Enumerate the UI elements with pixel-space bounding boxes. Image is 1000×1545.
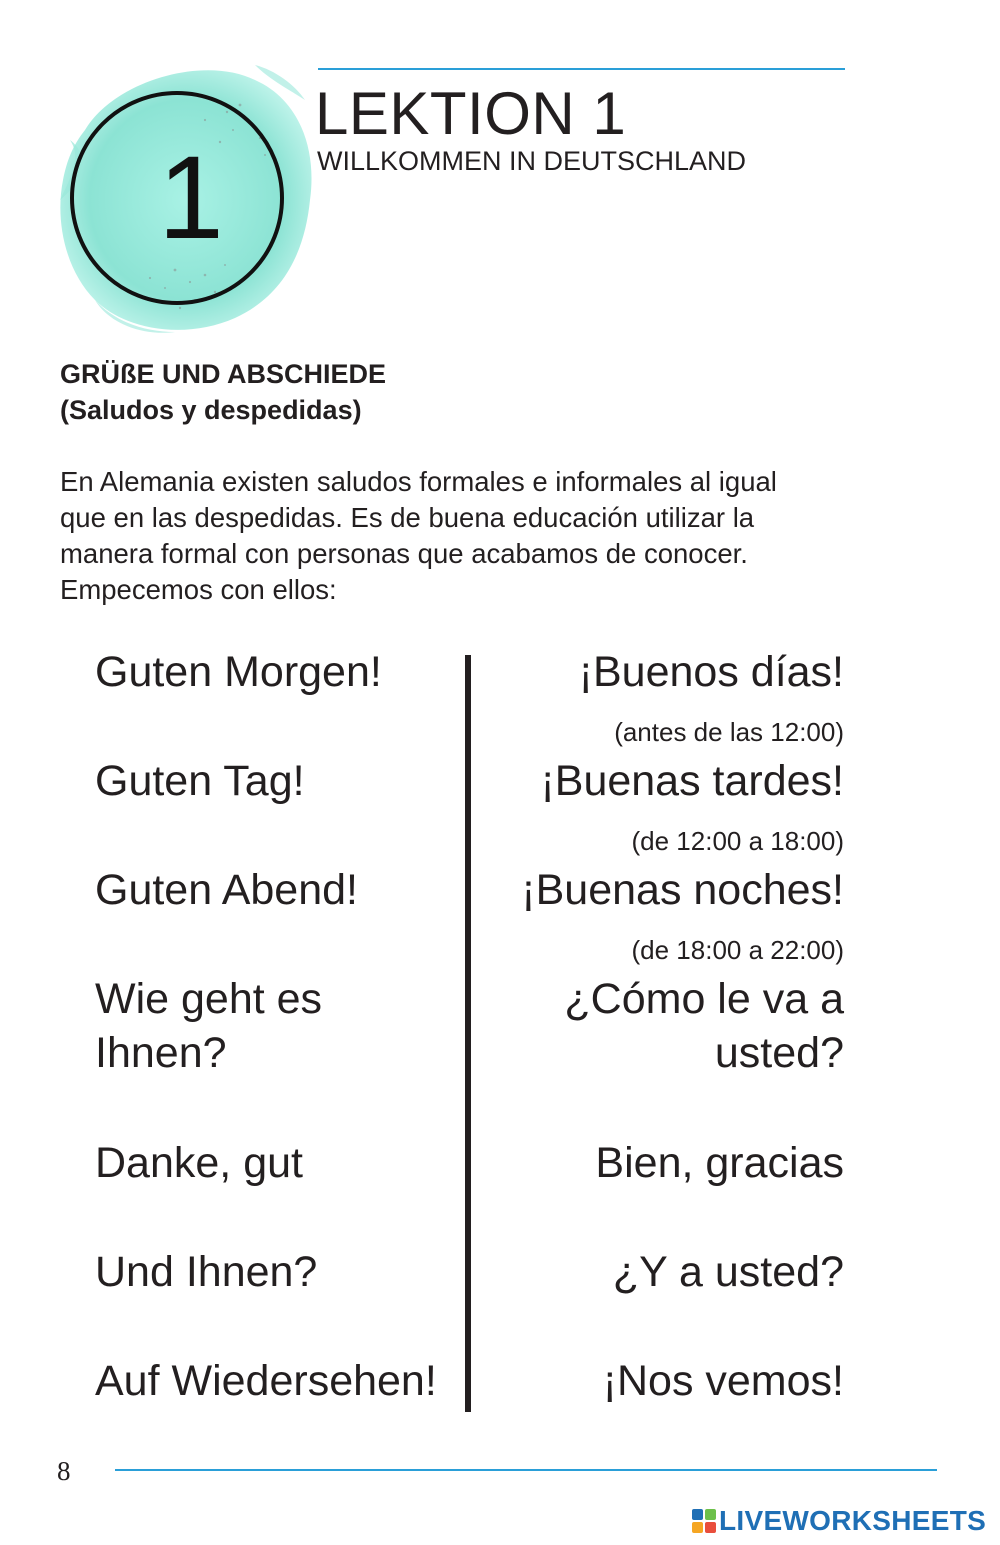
column-divider: [465, 655, 471, 1412]
phrase-german: Ihnen?: [95, 1029, 227, 1077]
phrase-note: (de 12:00 a 18:00): [631, 826, 844, 856]
phrase-spanish: ¡Nos vemos!: [602, 1357, 844, 1405]
brand-name: LIVEWORKSHEETS: [719, 1505, 987, 1536]
page-subtitle: WILLKOMMEN IN DEUTSCHLAND: [317, 146, 747, 176]
phrase-german: Guten Abend!: [95, 866, 358, 914]
page-number: 8: [57, 1456, 71, 1486]
phrase-spanish: ¡Buenas tardes!: [540, 757, 844, 805]
brand-watermark: [692, 1505, 986, 1537]
intro-line: Empecemos con ellos:: [60, 574, 337, 605]
footer-rule: [115, 1469, 937, 1471]
intro-line: En Alemania existen saludos formales e informales al igual: [60, 466, 777, 497]
section-heading: [60, 356, 386, 428]
phrase-german: Wie geht es: [95, 975, 323, 1023]
intro-line: manera formal con personas que acabamos de conocer.: [60, 538, 748, 569]
lesson-number: 1: [158, 131, 224, 264]
phrase-german: Auf Wiedersehen!: [95, 1357, 437, 1405]
phrase-spanish: usted?: [714, 1029, 844, 1077]
intro-line: que en las despedidas. Es de buena educación utilizar la: [60, 502, 755, 533]
page-title: LEKTION 1: [315, 80, 627, 147]
phrase-german: Und Ihnen?: [95, 1248, 318, 1296]
section-heading-spanish: (Saludos y despedidas): [60, 395, 362, 425]
intro-paragraph: [60, 464, 880, 608]
section-heading-german: GRÜßE UND ABSCHIEDE: [60, 359, 387, 389]
phrase-spanish: ¿Cómo le va a: [564, 975, 844, 1023]
phrase-german: Danke, gut: [95, 1139, 303, 1187]
phrase-note: (antes de las 12:00): [614, 717, 844, 747]
phrase-spanish: ¿Y a usted?: [612, 1248, 844, 1296]
header-rule: [318, 68, 845, 70]
phrase-german: Guten Tag!: [95, 757, 305, 805]
phrase-spanish: ¡Buenas noches!: [521, 866, 844, 914]
liveworksheets-logo-icon: [692, 1509, 716, 1533]
lesson-badge: [55, 60, 315, 335]
phrase-spanish: ¡Buenos días!: [578, 648, 844, 696]
phrase-german: Guten Morgen!: [95, 648, 382, 696]
phrase-note: (de 18:00 a 22:00): [631, 935, 844, 965]
phrase-spanish: Bien, gracias: [595, 1139, 844, 1187]
